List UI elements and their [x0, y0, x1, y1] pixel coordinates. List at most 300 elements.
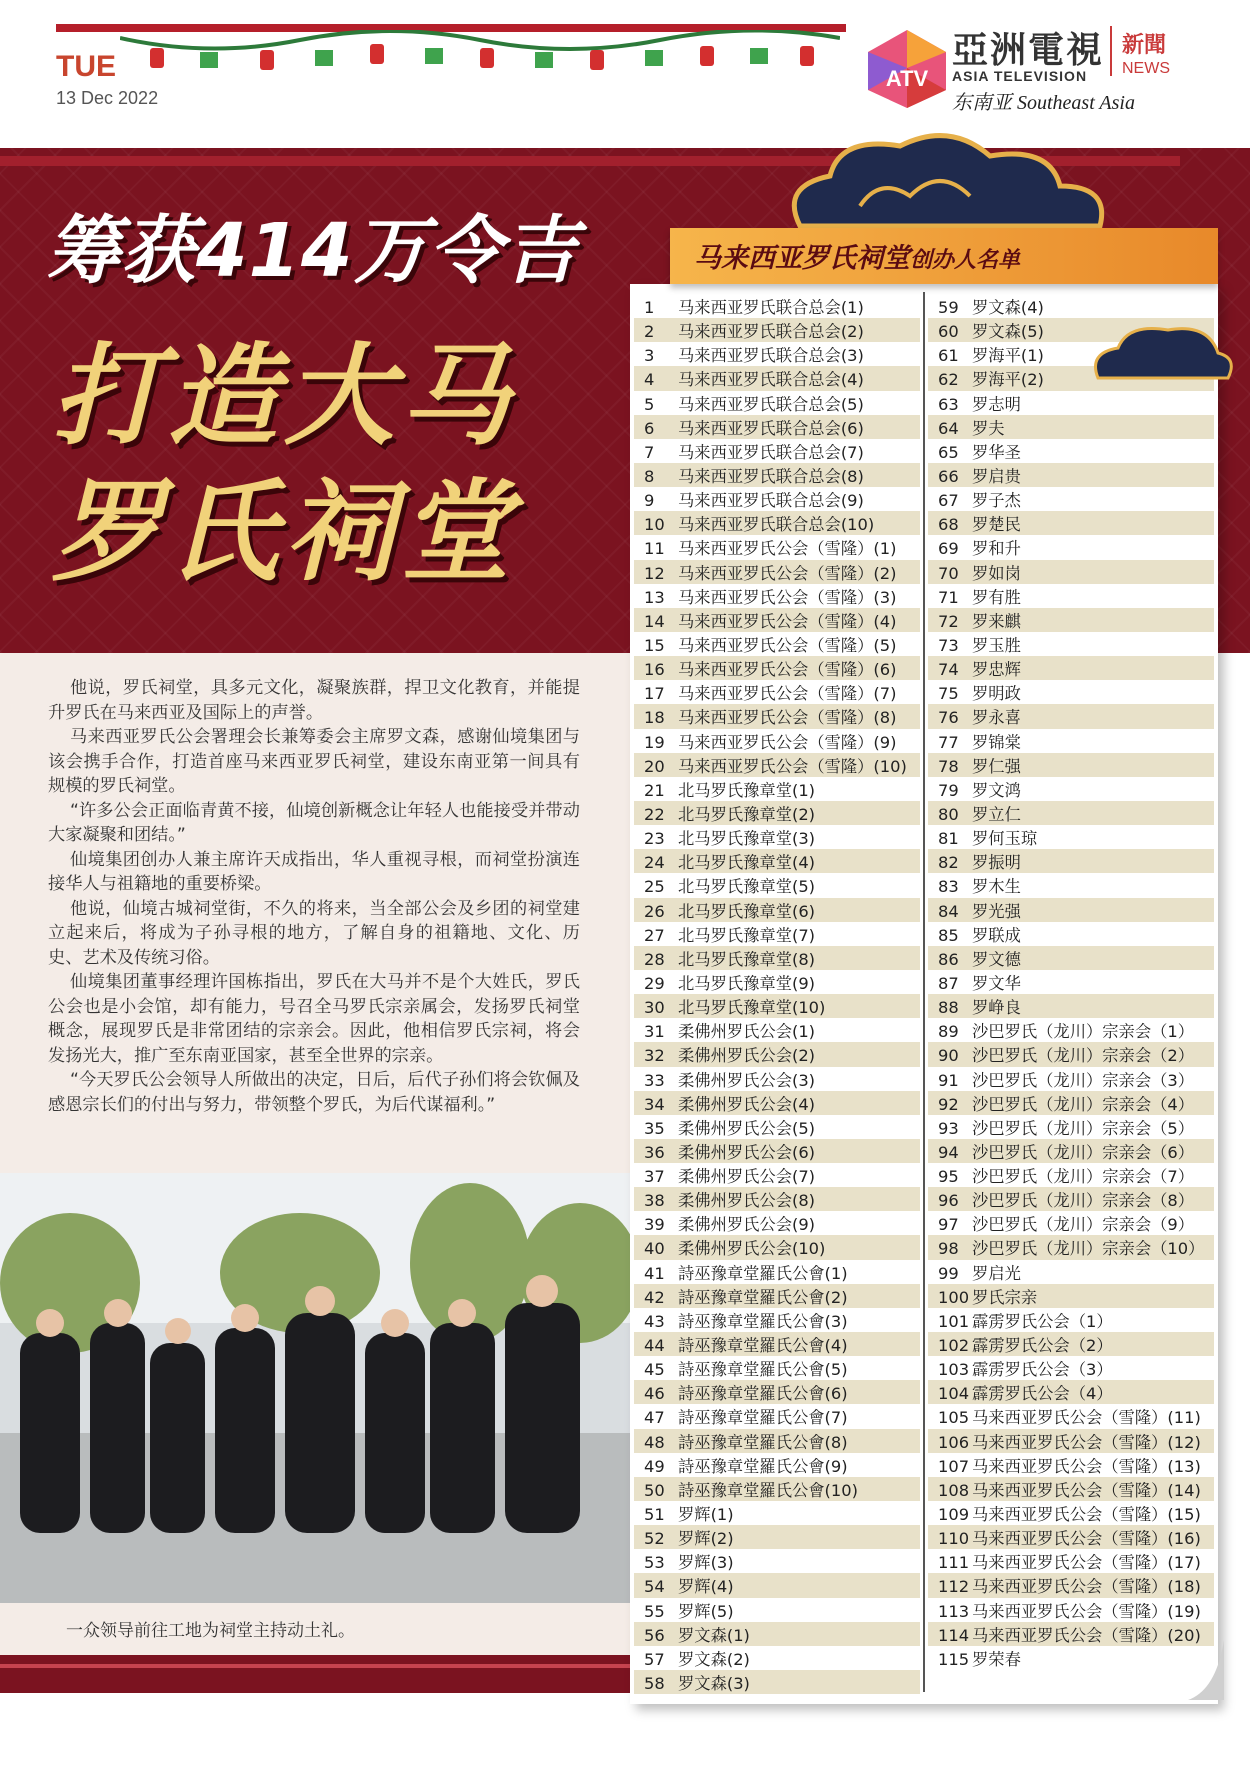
founder-list-row	[634, 1067, 920, 1091]
founder-number: 55	[644, 1601, 665, 1621]
founder-list-row	[634, 1622, 920, 1646]
founder-name: 罗启贵	[972, 466, 1021, 486]
founder-name: 北马罗氏豫章堂(3)	[678, 829, 816, 849]
founder-number: 54	[644, 1577, 665, 1597]
founder-list-row	[634, 970, 920, 994]
founder-number: 15	[644, 635, 665, 655]
founder-list-row	[928, 608, 1214, 632]
founder-number: 46	[644, 1384, 665, 1404]
founder-name: 柔佛州罗氏公会(4)	[678, 1094, 816, 1114]
founder-name: 罗辉(4)	[678, 1577, 734, 1597]
founder-name: 罗何玉琼	[972, 829, 1038, 849]
founder-number: 89	[938, 1022, 959, 1042]
founder-name: 罗荣春	[972, 1649, 1021, 1669]
founder-number: 47	[644, 1408, 665, 1428]
founder-name: 马来西亚罗氏公会（雪隆）(12)	[972, 1432, 1201, 1452]
founder-number: 95	[938, 1167, 959, 1187]
founder-name: 霹雳罗氏公会（1）	[972, 1311, 1113, 1331]
founder-name: 柔佛州罗氏公会(6)	[678, 1142, 816, 1162]
founder-number: 110	[938, 1529, 970, 1549]
founder-list-row	[634, 415, 920, 439]
founder-name: 马来西亚罗氏联合总会(8)	[678, 466, 864, 486]
founder-list-row	[634, 849, 920, 873]
issue-date: 13 Dec 2022	[56, 88, 159, 108]
founder-list-row	[634, 632, 920, 656]
founder-name: 霹雳罗氏公会（3）	[972, 1360, 1113, 1380]
headline-line-1: 筹获414万令吉	[46, 208, 579, 294]
founder-name: 詩巫豫章堂羅氏公會(6)	[678, 1384, 848, 1404]
founder-name: 柔佛州罗氏公会(3)	[678, 1070, 816, 1090]
founder-list-row	[634, 753, 920, 777]
founder-list-row	[928, 656, 1214, 680]
founder-number: 28	[644, 949, 665, 969]
founder-list-row	[634, 560, 920, 584]
founder-number: 93	[938, 1118, 959, 1138]
founder-name: 罗文森(3)	[678, 1674, 750, 1694]
founder-name: 马来西亚罗氏联合总会(5)	[678, 394, 864, 414]
founder-name: 马来西亚罗氏公会（雪隆）(13)	[972, 1456, 1201, 1476]
founder-number: 4	[644, 370, 655, 390]
founder-number: 111	[938, 1553, 970, 1573]
founder-name: 马来西亚罗氏公会（雪隆）(6)	[678, 660, 897, 680]
founder-name: 罗辉(3)	[678, 1553, 734, 1573]
founder-number: 31	[644, 1022, 665, 1042]
founder-name: 罗木生	[972, 877, 1021, 897]
founder-list-row	[634, 342, 920, 366]
founder-list-row	[634, 1187, 920, 1211]
founder-name: 罗氏宗亲	[972, 1287, 1038, 1307]
founder-list-row	[634, 535, 920, 559]
founder-number: 88	[938, 998, 959, 1018]
founder-number: 109	[938, 1505, 970, 1525]
founder-name: 詩巫豫章堂羅氏公會(5)	[678, 1360, 848, 1380]
founder-list-row	[928, 1332, 1214, 1356]
page-header	[0, 0, 1250, 120]
page-curl-icon	[1188, 1640, 1224, 1700]
founder-list-row	[928, 898, 1214, 922]
founder-number: 25	[644, 877, 665, 897]
logo-brand-cn: 亞洲電視	[952, 30, 1105, 71]
founder-number: 18	[644, 708, 665, 728]
founder-number: 44	[644, 1336, 665, 1356]
founder-number: 6	[644, 418, 655, 438]
founder-number: 3	[644, 346, 655, 366]
founder-number: 51	[644, 1505, 665, 1525]
founder-name: 罗振明	[972, 853, 1021, 873]
founder-name: 沙巴罗氏（龙川）宗亲会（8）	[972, 1191, 1195, 1211]
founder-name: 北马罗氏豫章堂(1)	[678, 780, 816, 800]
founder-number: 2	[644, 322, 655, 342]
founder-name: 马来西亚罗氏公会（雪隆）(16)	[972, 1529, 1201, 1549]
founder-name: 罗文森(5)	[972, 322, 1044, 342]
founder-list-row	[634, 1139, 920, 1163]
founder-list-row	[634, 1332, 920, 1356]
founder-list-row	[634, 801, 920, 825]
founder-list-row	[634, 825, 920, 849]
founder-name: 罗立仁	[972, 804, 1021, 824]
founder-list-row	[928, 825, 1214, 849]
founder-number: 83	[938, 877, 959, 897]
founder-name: 罗文森(2)	[678, 1649, 750, 1669]
founder-number: 43	[644, 1311, 665, 1331]
founder-number: 100	[938, 1287, 970, 1307]
founder-name: 柔佛州罗氏公会(5)	[678, 1118, 816, 1138]
headline-line-3: 罗氏祠堂	[52, 468, 516, 596]
founder-name: 北马罗氏豫章堂(10)	[678, 998, 826, 1018]
founder-number: 78	[938, 756, 959, 776]
founder-list-row	[634, 584, 920, 608]
founder-name: 罗文鸿	[972, 780, 1021, 800]
atv-logo	[860, 14, 1240, 114]
article-paragraph: 他说，罗氏祠堂，具多元文化，凝聚族群，捍卫文化教育，并能提升罗氏在马来西亚及国际上的声誉。	[48, 678, 580, 723]
founder-number: 64	[938, 418, 959, 438]
founder-number: 42	[644, 1287, 665, 1307]
founder-list-row	[634, 1646, 920, 1670]
founder-name: 沙巴罗氏（龙川）宗亲会（10）	[972, 1239, 1205, 1259]
article-paragraph: 他说，仙境古城祠堂街，不久的将来，当全部公会及乡团的祠堂建立起来后，将成为子孙寻根的地方，了解自身的祖籍地、文化、历史、艺术及传统习俗。	[48, 898, 580, 968]
founder-list-row	[928, 704, 1214, 728]
bottom-band	[0, 1655, 630, 1693]
founder-list-row	[634, 704, 920, 728]
founder-list-title-suffix: 创办人名单	[910, 248, 1021, 273]
founder-number: 112	[938, 1577, 970, 1597]
founder-name: 马来西亚罗氏公会（雪隆）(5)	[678, 635, 897, 655]
founder-number: 21	[644, 780, 665, 800]
groundbreaking-photo	[0, 1173, 630, 1603]
founder-number: 104	[938, 1384, 970, 1404]
founder-list-row	[634, 1477, 920, 1501]
founder-list-row	[928, 1308, 1214, 1332]
founder-number: 23	[644, 829, 665, 849]
founder-name: 北马罗氏豫章堂(8)	[678, 949, 816, 969]
founder-number: 14	[644, 611, 665, 631]
founder-list-row	[634, 873, 920, 897]
founder-list-row	[928, 1091, 1214, 1115]
founder-number: 77	[938, 732, 959, 752]
founder-name: 罗海平(2)	[972, 370, 1044, 390]
founder-list-row	[634, 1308, 920, 1332]
founder-number: 35	[644, 1118, 665, 1138]
founder-name: 詩巫豫章堂羅氏公會(10)	[678, 1480, 858, 1500]
founder-list-row	[634, 1260, 920, 1284]
founder-number: 50	[644, 1480, 665, 1500]
founder-list-row	[634, 1211, 920, 1235]
founder-number: 49	[644, 1456, 665, 1476]
atv-logo-mark	[866, 28, 948, 110]
founder-number: 30	[644, 998, 665, 1018]
founder-name: 沙巴罗氏（龙川）宗亲会（1）	[972, 1022, 1195, 1042]
founder-name: 马来西亚罗氏公会（雪隆）(8)	[678, 708, 897, 728]
founder-number: 26	[644, 901, 665, 921]
founder-list-row	[928, 1380, 1214, 1404]
founder-number: 29	[644, 973, 665, 993]
logo-section-en: NEWS	[1122, 60, 1170, 77]
founder-list-row	[928, 1139, 1214, 1163]
founder-name: 马来西亚罗氏公会（雪隆）(20)	[972, 1625, 1201, 1645]
founder-number: 87	[938, 973, 959, 993]
founder-name: 罗辉(5)	[678, 1601, 734, 1621]
headline-line-2: 打造大马	[52, 332, 516, 460]
founder-name: 詩巫豫章堂羅氏公會(2)	[678, 1287, 848, 1307]
founder-list-row	[634, 994, 920, 1018]
founder-number: 101	[938, 1311, 970, 1331]
article-body	[48, 676, 580, 1117]
founder-list-row	[928, 1501, 1214, 1525]
founder-name: 北马罗氏豫章堂(9)	[678, 973, 816, 993]
founder-name: 罗光强	[972, 901, 1021, 921]
founder-name: 罗有胜	[972, 587, 1021, 607]
founder-list-row	[928, 1042, 1214, 1066]
founder-name: 柔佛州罗氏公会(8)	[678, 1191, 816, 1211]
founder-number: 52	[644, 1529, 665, 1549]
founder-list-row	[634, 1404, 920, 1428]
founder-list-row	[634, 1501, 920, 1525]
founder-list-row	[634, 1284, 920, 1308]
founder-list-row	[634, 1549, 920, 1573]
founder-list-row	[634, 1573, 920, 1597]
founder-list-row	[928, 535, 1214, 559]
founder-list-row	[928, 1453, 1214, 1477]
cloud-ornament-icon	[1088, 318, 1238, 388]
photo-caption: 一众领导前往工地为祠堂主持动土礼。	[66, 1621, 355, 1641]
founder-list-row	[928, 487, 1214, 511]
founder-list-row	[634, 1115, 920, 1139]
founder-list-row	[928, 753, 1214, 777]
founder-number: 9	[644, 491, 655, 511]
founder-name: 马来西亚罗氏公会（雪隆）(11)	[972, 1408, 1201, 1428]
founder-list-row	[928, 463, 1214, 487]
founder-name: 詩巫豫章堂羅氏公會(4)	[678, 1336, 848, 1356]
founder-number: 106	[938, 1432, 970, 1452]
founder-list-row	[928, 632, 1214, 656]
founder-number: 107	[938, 1456, 970, 1476]
founder-name: 柔佛州罗氏公会(10)	[678, 1239, 826, 1259]
founder-name: 霹雳罗氏公会（4）	[972, 1384, 1113, 1404]
founder-list-row	[928, 1646, 1214, 1670]
founder-number: 38	[644, 1191, 665, 1211]
founder-name: 罗永喜	[972, 708, 1021, 728]
founder-number: 91	[938, 1070, 959, 1090]
founder-name: 沙巴罗氏（龙川）宗亲会（9）	[972, 1215, 1195, 1235]
founder-name: 北马罗氏豫章堂(4)	[678, 853, 816, 873]
article-paragraph: “许多公会正面临青黄不接，仙境创新概念让年轻人也能接受并带动大家凝聚和团结。”	[48, 800, 580, 845]
founder-number: 82	[938, 853, 959, 873]
logo-region: 东南亚 Southeast Asia	[952, 92, 1135, 114]
founder-name: 罗联成	[972, 925, 1021, 945]
founder-list-row	[634, 1380, 920, 1404]
founder-list-row	[928, 511, 1214, 535]
founder-number: 34	[644, 1094, 665, 1114]
founder-name: 马来西亚罗氏联合总会(6)	[678, 418, 864, 438]
founder-name: 罗和升	[972, 539, 1021, 559]
founder-number: 72	[938, 611, 959, 631]
founder-list-row	[928, 391, 1214, 415]
founder-name: 北马罗氏豫章堂(2)	[678, 804, 816, 824]
founder-name: 马来西亚罗氏公会（雪隆）(7)	[678, 684, 897, 704]
founder-list-row	[928, 294, 1214, 318]
founder-name: 罗来麒	[972, 611, 1021, 631]
founder-list-row	[634, 1042, 920, 1066]
svg-text:ATV: ATV	[885, 66, 929, 91]
founder-number: 85	[938, 925, 959, 945]
founder-number: 17	[644, 684, 665, 704]
founder-list-row	[928, 873, 1214, 897]
logo-section-cn: 新聞	[1122, 33, 1167, 58]
founder-list-row	[634, 608, 920, 632]
article-paragraph: 仙境集团董事经理许国栋指出，罗氏在大马并不是个大姓氏，罗氏公会也是小会馆，却有能力，号召全马罗氏宗亲属会，发扬罗氏祠堂概念，展现罗氏是非常团结的宗亲会。因此，他相信罗氏宗祠，将会发扬光大，推广至东南亚国家，甚至全世界的宗亲。	[48, 972, 580, 1066]
founder-number: 58	[644, 1674, 665, 1694]
founder-number: 53	[644, 1553, 665, 1573]
founder-name: 马来西亚罗氏公会（雪隆）(1)	[678, 539, 897, 559]
founder-list-row	[634, 898, 920, 922]
article-paragraph: 仙境集团创办人兼主席许天成指出，华人重视寻根，而祠堂扮演连接华人与祖籍地的重要桥梁。	[48, 849, 580, 894]
founder-number: 12	[644, 563, 665, 583]
founder-name: 柔佛州罗氏公会(2)	[678, 1046, 816, 1066]
founder-name: 柔佛州罗氏公会(7)	[678, 1167, 816, 1187]
founder-list-row	[928, 1115, 1214, 1139]
founder-number: 62	[938, 370, 959, 390]
founder-number: 73	[938, 635, 959, 655]
founder-number: 48	[644, 1432, 665, 1452]
founder-list-row	[928, 777, 1214, 801]
founder-list-row	[928, 1018, 1214, 1042]
founder-number: 1	[644, 298, 655, 317]
founder-number: 90	[938, 1046, 959, 1066]
founder-name: 罗文森(1)	[678, 1625, 750, 1645]
founder-number: 57	[644, 1649, 665, 1669]
founder-name: 马来西亚罗氏联合总会(10)	[678, 515, 875, 535]
founder-number: 69	[938, 539, 959, 559]
founder-number: 7	[644, 442, 655, 462]
founder-name: 詩巫豫章堂羅氏公會(8)	[678, 1432, 848, 1452]
founder-name: 罗海平(1)	[972, 346, 1044, 366]
founder-number: 60	[938, 322, 959, 342]
article-paragraph: 马来西亚罗氏公会署理会长兼筹委会主席罗文森，感谢仙境集团与该会携手合作，打造首座马来西亚罗氏祠堂，建设东南亚第一间具有规模的罗氏祠堂。	[48, 727, 580, 796]
bottom-band-line	[0, 1664, 630, 1668]
founder-name: 罗启光	[972, 1263, 1021, 1283]
founder-name: 詩巫豫章堂羅氏公會(3)	[678, 1311, 848, 1331]
founder-name: 北马罗氏豫章堂(7)	[678, 925, 816, 945]
founder-name: 罗仁强	[972, 756, 1021, 776]
founder-number: 39	[644, 1215, 665, 1235]
founder-list-row	[928, 1187, 1214, 1211]
founder-number: 102	[938, 1336, 970, 1356]
founder-name: 马来西亚罗氏公会（雪隆）(18)	[972, 1577, 1201, 1597]
founder-name: 柔佛州罗氏公会(9)	[678, 1215, 816, 1235]
founder-list-row	[634, 294, 920, 318]
founder-list-row	[928, 1525, 1214, 1549]
founder-name: 马来西亚罗氏联合总会(7)	[678, 442, 864, 462]
founder-list-row	[928, 1549, 1214, 1573]
founder-list-row	[634, 729, 920, 753]
founder-number: 27	[644, 925, 665, 945]
founder-list-row	[634, 1235, 920, 1259]
founder-number: 24	[644, 853, 665, 873]
founder-name: 马来西亚罗氏联合总会(9)	[678, 491, 864, 511]
founder-list-row	[634, 777, 920, 801]
article-paragraph: “今天罗氏公会领导人所做出的决定，日后，后代子孙们将会钦佩及感恩宗长们的付出与努力，带领整个罗氏，为后代谋福利。”	[48, 1070, 580, 1115]
founder-list-row	[928, 1477, 1214, 1501]
founder-name: 马来西亚罗氏公会（雪隆）(9)	[678, 732, 897, 752]
founder-name: 罗子杰	[972, 491, 1021, 511]
founder-name: 沙巴罗氏（龙川）宗亲会（2）	[972, 1046, 1195, 1066]
founder-list-row	[928, 922, 1214, 946]
founder-list-row	[928, 729, 1214, 753]
founder-list-row	[634, 439, 920, 463]
founder-number: 5	[644, 394, 655, 414]
founder-name: 罗锦棠	[972, 732, 1021, 752]
founder-name: 罗辉(2)	[678, 1529, 734, 1549]
founder-list-row	[928, 1067, 1214, 1091]
founder-number: 20	[644, 756, 665, 776]
founder-number: 81	[938, 829, 959, 849]
founder-number: 105	[938, 1408, 970, 1428]
christmas-garland-icon	[120, 30, 840, 90]
founder-list-title-main: 马来西亚罗氏祠堂	[694, 243, 910, 274]
founder-name: 马来西亚罗氏公会（雪隆）(15)	[972, 1505, 1201, 1525]
founder-number: 13	[644, 587, 665, 607]
founder-name: 北马罗氏豫章堂(5)	[678, 877, 816, 897]
founder-number: 103	[938, 1360, 970, 1380]
founder-number: 115	[938, 1649, 970, 1669]
founder-list-row	[634, 463, 920, 487]
founder-list-row	[928, 584, 1214, 608]
founder-number: 33	[644, 1070, 665, 1090]
founder-number: 113	[938, 1601, 970, 1621]
founder-name: 罗峥良	[972, 998, 1021, 1018]
founder-list-row	[928, 1622, 1214, 1646]
founder-name: 罗如岗	[972, 563, 1021, 583]
founder-number: 79	[938, 780, 959, 800]
founder-list-row	[928, 1404, 1214, 1428]
founder-name: 霹雳罗氏公会（2）	[972, 1336, 1113, 1356]
founder-list-row	[634, 1018, 920, 1042]
founder-list-row	[634, 366, 920, 390]
founder-name: 马来西亚罗氏公会（雪隆）(19)	[972, 1601, 1201, 1621]
founder-number: 67	[938, 491, 959, 511]
founder-name: 马来西亚罗氏公会（雪隆）(17)	[972, 1553, 1201, 1573]
founder-list-row	[928, 1356, 1214, 1380]
logo-divider	[1110, 26, 1112, 76]
founder-list-row	[928, 1260, 1214, 1284]
founder-name: 罗文德	[972, 949, 1021, 969]
founder-name: 詩巫豫章堂羅氏公會(9)	[678, 1456, 848, 1476]
founder-number: 8	[644, 466, 655, 486]
founder-list-column-2	[928, 294, 1214, 1670]
founder-number: 108	[938, 1480, 970, 1500]
founder-number: 70	[938, 563, 959, 583]
founder-number: 74	[938, 660, 959, 680]
founder-number: 19	[644, 732, 665, 752]
founder-name: 罗文华	[972, 973, 1021, 993]
founder-list-row	[634, 1091, 920, 1115]
founder-number: 16	[644, 660, 665, 680]
founder-list-column-1	[634, 294, 920, 1694]
founder-number: 75	[938, 684, 959, 704]
founder-number: 11	[644, 539, 665, 559]
founder-number: 40	[644, 1239, 665, 1259]
founder-name: 罗明政	[972, 684, 1021, 704]
founder-name: 沙巴罗氏（龙川）宗亲会（4）	[972, 1094, 1195, 1114]
founder-list-row	[634, 1670, 920, 1694]
founder-number: 98	[938, 1239, 959, 1259]
founder-list-title-bar	[670, 228, 1218, 284]
founder-number: 80	[938, 804, 959, 824]
founder-list-row	[634, 1525, 920, 1549]
founder-list-row	[928, 994, 1214, 1018]
founder-number: 76	[938, 708, 959, 728]
founder-number: 63	[938, 394, 959, 414]
